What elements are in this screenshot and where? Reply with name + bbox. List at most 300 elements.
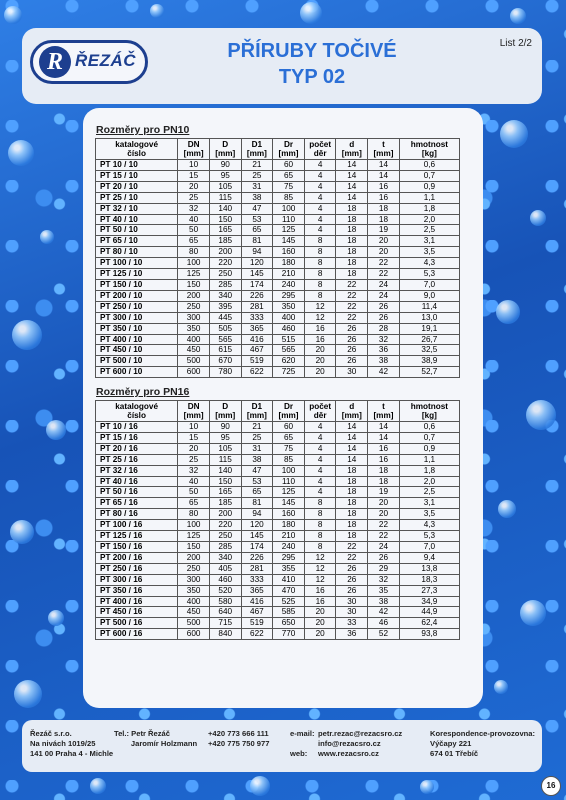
table-cell: 185: [209, 498, 241, 509]
table-cell: 21: [241, 160, 273, 171]
table-cell: 47: [241, 203, 273, 214]
table-cell: 585: [273, 607, 305, 618]
table-cell: 1,1: [399, 454, 459, 465]
table-cell: 30: [336, 596, 368, 607]
table-cell: 38: [241, 192, 273, 203]
table-cell: 200: [178, 552, 210, 563]
table-cell: 565: [273, 345, 305, 356]
table-cell: 34,9: [399, 596, 459, 607]
table-cell: 14: [336, 432, 368, 443]
table-row: [96, 541, 460, 552]
table-row: [96, 465, 460, 476]
table-cell: 525: [273, 596, 305, 607]
table-row: [96, 476, 460, 487]
table-cell: 30: [336, 367, 368, 378]
table-cell: 110: [273, 476, 305, 487]
table-cell: 20: [304, 345, 336, 356]
catalog-number-cell: PT 50 / 16: [96, 487, 178, 498]
table-cell: 14: [336, 181, 368, 192]
table-cell: 300: [178, 312, 210, 323]
table-cell: 38: [241, 454, 273, 465]
table-cell: 20: [368, 236, 400, 247]
table-cell: 22: [336, 552, 368, 563]
table-cell: 12: [304, 563, 336, 574]
office-address: Korespondence-provozovna: Výčapy 221 674 01 Třebíč: [430, 729, 536, 758]
table-cell: 400: [178, 334, 210, 345]
table-cell: 16: [368, 181, 400, 192]
table-cell: 85: [273, 454, 305, 465]
column-header: [368, 139, 400, 160]
table-cell: 450: [178, 345, 210, 356]
catalog-number-cell: PT 450 / 10: [96, 345, 178, 356]
table-cell: 8: [304, 247, 336, 258]
table-cell: 50: [178, 225, 210, 236]
column-header-line: číslo: [127, 149, 146, 158]
table-cell: 500: [178, 618, 210, 629]
table-cell: 145: [273, 236, 305, 247]
table-cell: 200: [209, 509, 241, 520]
table-cell: 416: [241, 334, 273, 345]
table-cell: 22: [368, 531, 400, 542]
catalog-number-cell: PT 80 / 10: [96, 247, 178, 258]
table-cell: 600: [178, 367, 210, 378]
table-row: [96, 443, 460, 454]
table-cell: 125: [273, 225, 305, 236]
table-cell: 2,0: [399, 214, 459, 225]
table-cell: 500: [178, 356, 210, 367]
table-row: [96, 258, 460, 269]
table-cell: 11,4: [399, 301, 459, 312]
table-cell: 780: [209, 367, 241, 378]
table-cell: 105: [209, 443, 241, 454]
decor-bubble: [150, 4, 164, 18]
table-cell: 145: [241, 531, 273, 542]
table-cell: 94: [241, 247, 273, 258]
table-cell: 26: [336, 334, 368, 345]
table-cell: 53: [241, 476, 273, 487]
table-cell: 4,3: [399, 520, 459, 531]
table-cell: 14: [368, 160, 400, 171]
column-header-line: Dr: [283, 140, 294, 149]
table-row: [96, 170, 460, 181]
table-cell: 90: [209, 160, 241, 171]
table-cell: 20: [368, 509, 400, 520]
table-cell: 75: [273, 181, 305, 192]
dimensions-table-pn10: [95, 138, 460, 378]
table-cell: 13,8: [399, 563, 459, 574]
catalog-number-cell: PT 20 / 16: [96, 443, 178, 454]
column-header: [209, 401, 241, 422]
catalog-number-cell: PT 65 / 10: [96, 236, 178, 247]
table-cell: 65: [178, 498, 210, 509]
table-cell: 445: [209, 312, 241, 323]
table-cell: 20: [304, 618, 336, 629]
column-header-line: [mm]: [278, 411, 299, 420]
table-cell: 100: [178, 258, 210, 269]
table-cell: 355: [273, 563, 305, 574]
table-row: [96, 563, 460, 574]
table-cell: 281: [241, 301, 273, 312]
table-cell: 52: [368, 629, 400, 640]
table-cell: 4: [304, 192, 336, 203]
table-cell: 26: [336, 574, 368, 585]
table-cell: 580: [209, 596, 241, 607]
table-cell: 3,1: [399, 236, 459, 247]
column-header: [304, 401, 336, 422]
table-cell: 2,5: [399, 225, 459, 236]
contact-names: Tel.: Petr Řezáč Jaromír Holzmann: [114, 729, 198, 748]
table-cell: 26: [336, 345, 368, 356]
table-cell: 65: [241, 225, 273, 236]
table-row: [96, 531, 460, 542]
table-cell: 60: [273, 422, 305, 433]
catalog-number-cell: PT 100 / 10: [96, 258, 178, 269]
table-cell: 47: [241, 465, 273, 476]
table-cell: 38: [368, 596, 400, 607]
table-cell: 81: [241, 498, 273, 509]
table-header-row: [96, 139, 460, 160]
catalog-number-cell: PT 350 / 10: [96, 323, 178, 334]
table-cell: 9,0: [399, 290, 459, 301]
table-cell: 3,5: [399, 509, 459, 520]
catalog-number-cell: PT 15 / 16: [96, 432, 178, 443]
section-title-pn16: Rozměry pro PN16: [96, 386, 190, 398]
table-cell: 3,5: [399, 247, 459, 258]
table-cell: 75: [273, 443, 305, 454]
catalog-number-cell: PT 500 / 10: [96, 356, 178, 367]
column-header-line: t: [382, 402, 385, 411]
table-cell: 185: [209, 236, 241, 247]
table-cell: 27,3: [399, 585, 459, 596]
table-cell: 7,0: [399, 541, 459, 552]
table-cell: 26,7: [399, 334, 459, 345]
table-cell: 405: [209, 563, 241, 574]
table-cell: 4: [304, 225, 336, 236]
table-cell: 125: [178, 269, 210, 280]
table-cell: 5,3: [399, 269, 459, 280]
catalog-number-cell: PT 400 / 10: [96, 334, 178, 345]
table-cell: 18: [336, 498, 368, 509]
column-header-line: [mm]: [215, 411, 236, 420]
table-cell: 18: [336, 225, 368, 236]
table-cell: 32: [178, 203, 210, 214]
table-row: [96, 225, 460, 236]
column-header: [304, 139, 336, 160]
column-header-line: hmotnost: [410, 140, 449, 149]
table-cell: 4: [304, 170, 336, 181]
table-cell: 365: [241, 585, 273, 596]
table-cell: 160: [273, 509, 305, 520]
table-row: [96, 498, 460, 509]
table-cell: 38: [368, 356, 400, 367]
table-cell: 18: [336, 476, 368, 487]
table-cell: 600: [178, 629, 210, 640]
table-cell: 18: [336, 247, 368, 258]
column-header: [273, 139, 305, 160]
table-cell: 20: [368, 247, 400, 258]
table-cell: 300: [178, 574, 210, 585]
table-cell: 16: [304, 585, 336, 596]
table-cell: 35: [368, 585, 400, 596]
decor-bubble: [48, 610, 64, 626]
table-cell: 31: [241, 181, 273, 192]
table-cell: 25: [241, 432, 273, 443]
table-cell: 140: [209, 203, 241, 214]
table-row: [96, 181, 460, 192]
decor-bubble: [4, 6, 22, 24]
table-cell: 20: [368, 498, 400, 509]
table-cell: 640: [209, 607, 241, 618]
catalog-number-cell: PT 200 / 16: [96, 552, 178, 563]
table-cell: 18: [368, 465, 400, 476]
table-cell: 16: [304, 323, 336, 334]
table-cell: 1,8: [399, 465, 459, 476]
table-row: [96, 279, 460, 290]
table-cell: 8: [304, 541, 336, 552]
table-cell: 295: [273, 290, 305, 301]
page-header: [22, 28, 542, 104]
table-cell: 615: [209, 345, 241, 356]
table-cell: 4: [304, 432, 336, 443]
decor-bubble: [12, 320, 42, 350]
table-cell: 0,9: [399, 181, 459, 192]
table-cell: 65: [241, 487, 273, 498]
table-cell: 285: [209, 279, 241, 290]
table-cell: 42: [368, 607, 400, 618]
table-cell: 460: [273, 323, 305, 334]
table-cell: 65: [273, 170, 305, 181]
decor-bubble: [510, 8, 526, 24]
table-row: [96, 367, 460, 378]
table-cell: 36: [368, 345, 400, 356]
table-row: [96, 454, 460, 465]
column-header-line: D: [222, 402, 229, 411]
title-line-2: TYP 02: [278, 66, 346, 88]
catalog-number-cell: PT 10 / 10: [96, 160, 178, 171]
table-cell: 40: [178, 214, 210, 225]
logo-letter: R: [39, 46, 71, 78]
table-cell: 100: [273, 465, 305, 476]
table-cell: 505: [209, 323, 241, 334]
table-cell: 115: [209, 454, 241, 465]
table-cell: 4: [304, 160, 336, 171]
table-cell: 220: [209, 520, 241, 531]
table-cell: 333: [241, 312, 273, 323]
table-cell: 467: [241, 607, 273, 618]
table-cell: 115: [209, 192, 241, 203]
table-cell: 15: [178, 432, 210, 443]
table-cell: 18: [336, 269, 368, 280]
catalog-number-cell: PT 200 / 10: [96, 290, 178, 301]
table-cell: 20: [304, 367, 336, 378]
table-cell: 22: [336, 290, 368, 301]
table-row: [96, 585, 460, 596]
table-cell: 44,9: [399, 607, 459, 618]
table-cell: 22: [368, 258, 400, 269]
table-cell: 24: [368, 541, 400, 552]
table-cell: 4,3: [399, 258, 459, 269]
table-cell: 12: [304, 574, 336, 585]
contact-values: petr.rezac@rezacsro.cz info@rezacsro.cz www.rezacsro.cz: [318, 729, 403, 758]
table-cell: 0,7: [399, 170, 459, 181]
catalog-number-cell: PT 40 / 16: [96, 476, 178, 487]
table-cell: 150: [178, 541, 210, 552]
table-cell: 400: [178, 596, 210, 607]
table-cell: 4: [304, 214, 336, 225]
column-header: [96, 139, 178, 160]
column-header: [178, 401, 210, 422]
column-header: [96, 401, 178, 422]
table-cell: 22: [368, 269, 400, 280]
table-cell: 1,8: [399, 203, 459, 214]
column-header-line: děr: [313, 149, 327, 158]
table-cell: 25: [178, 454, 210, 465]
table-cell: 15: [178, 170, 210, 181]
page-number: 16: [541, 776, 561, 796]
table-cell: 12: [304, 552, 336, 563]
catalog-number-cell: PT 15 / 10: [96, 170, 178, 181]
table-cell: 8: [304, 290, 336, 301]
table-cell: 565: [209, 334, 241, 345]
table-cell: 80: [178, 247, 210, 258]
table-cell: 250: [209, 531, 241, 542]
table-cell: 8: [304, 531, 336, 542]
table-cell: 53: [241, 214, 273, 225]
catalog-number-cell: PT 300 / 16: [96, 574, 178, 585]
decor-bubble: [14, 680, 42, 708]
table-row: [96, 618, 460, 629]
table-cell: 4: [304, 476, 336, 487]
column-header-line: D1: [251, 402, 263, 411]
table-cell: 30: [336, 607, 368, 618]
table-cell: 4: [304, 443, 336, 454]
decor-bubble: [498, 500, 516, 518]
table-cell: 110: [273, 214, 305, 225]
table-cell: 4: [304, 422, 336, 433]
catalog-number-cell: PT 125 / 16: [96, 531, 178, 542]
table-cell: 14: [336, 192, 368, 203]
table-cell: 622: [241, 367, 273, 378]
table-row: [96, 236, 460, 247]
table-cell: 80: [178, 509, 210, 520]
table-cell: 18,3: [399, 574, 459, 585]
table-cell: 25: [241, 170, 273, 181]
table-cell: 22: [368, 520, 400, 531]
table-row: [96, 520, 460, 531]
table-row: [96, 487, 460, 498]
column-header-line: [mm]: [341, 149, 362, 158]
content-panel: [83, 108, 483, 708]
company-address: Řezáč s.r.o. Na nivách 1019/25 141 00 Praha 4 - Michle: [30, 729, 114, 758]
table-cell: 26: [368, 552, 400, 563]
table-cell: 65: [273, 432, 305, 443]
column-header-line: t: [382, 140, 385, 149]
column-header-line: [mm]: [215, 149, 236, 158]
table-row: [96, 160, 460, 171]
table-cell: 14: [368, 422, 400, 433]
table-cell: 90: [209, 422, 241, 433]
table-cell: 22: [336, 301, 368, 312]
table-row: [96, 509, 460, 520]
column-header: [399, 401, 459, 422]
column-header-line: [mm]: [373, 149, 394, 158]
column-header-line: počet: [309, 402, 332, 411]
table-row: [96, 323, 460, 334]
table-cell: 125: [178, 531, 210, 542]
table-cell: 38,9: [399, 356, 459, 367]
table-cell: 81: [241, 236, 273, 247]
table-cell: 333: [241, 574, 273, 585]
table-cell: 250: [209, 269, 241, 280]
table-cell: 519: [241, 356, 273, 367]
table-row: [96, 422, 460, 433]
table-cell: 4: [304, 465, 336, 476]
table-cell: 120: [241, 520, 273, 531]
table-cell: 24: [368, 290, 400, 301]
table-cell: 350: [273, 301, 305, 312]
table-cell: 1,1: [399, 192, 459, 203]
table-cell: 13,0: [399, 312, 459, 323]
table-cell: 16: [304, 334, 336, 345]
table-cell: 340: [209, 552, 241, 563]
table-cell: 4: [304, 181, 336, 192]
column-header: [241, 401, 273, 422]
table-row: [96, 607, 460, 618]
column-header-line: D: [222, 140, 229, 149]
table-cell: 770: [273, 629, 305, 640]
page-title: [172, 38, 452, 90]
table-cell: 18: [336, 258, 368, 269]
decor-bubble: [8, 140, 34, 166]
decor-bubble: [500, 120, 528, 148]
table-row: [96, 290, 460, 301]
table-row: [96, 552, 460, 563]
table-cell: 519: [241, 618, 273, 629]
table-cell: 16: [368, 192, 400, 203]
catalog-number-cell: PT 350 / 16: [96, 585, 178, 596]
table-cell: 14: [336, 454, 368, 465]
table-cell: 0,6: [399, 422, 459, 433]
table-cell: 26: [368, 301, 400, 312]
table-cell: 100: [178, 520, 210, 531]
table-cell: 29: [368, 563, 400, 574]
column-header-line: [kg]: [421, 411, 437, 420]
section-title-pn10: Rozměry pro PN10: [96, 124, 190, 136]
catalog-number-cell: PT 300 / 10: [96, 312, 178, 323]
title-line-1: PŘÍRUBY TOČIVÉ: [227, 40, 397, 62]
table-cell: 12: [304, 301, 336, 312]
table-cell: 26: [336, 585, 368, 596]
column-header-line: katalogové: [115, 402, 159, 411]
table-cell: 52,7: [399, 367, 459, 378]
table-cell: 200: [178, 290, 210, 301]
decor-bubble: [90, 778, 106, 794]
company-logo: [30, 40, 148, 84]
column-header: [399, 139, 459, 160]
table-cell: 150: [209, 476, 241, 487]
table-cell: 14: [368, 432, 400, 443]
table-cell: 715: [209, 618, 241, 629]
table-cell: 105: [209, 181, 241, 192]
table-cell: 33: [336, 618, 368, 629]
column-header-line: [mm]: [183, 149, 204, 158]
contact-labels: e-mail: web:: [290, 729, 315, 758]
table-cell: 14: [336, 443, 368, 454]
table-cell: 24: [368, 279, 400, 290]
table-cell: 94: [241, 509, 273, 520]
table-cell: 210: [273, 531, 305, 542]
table-cell: 40: [178, 476, 210, 487]
